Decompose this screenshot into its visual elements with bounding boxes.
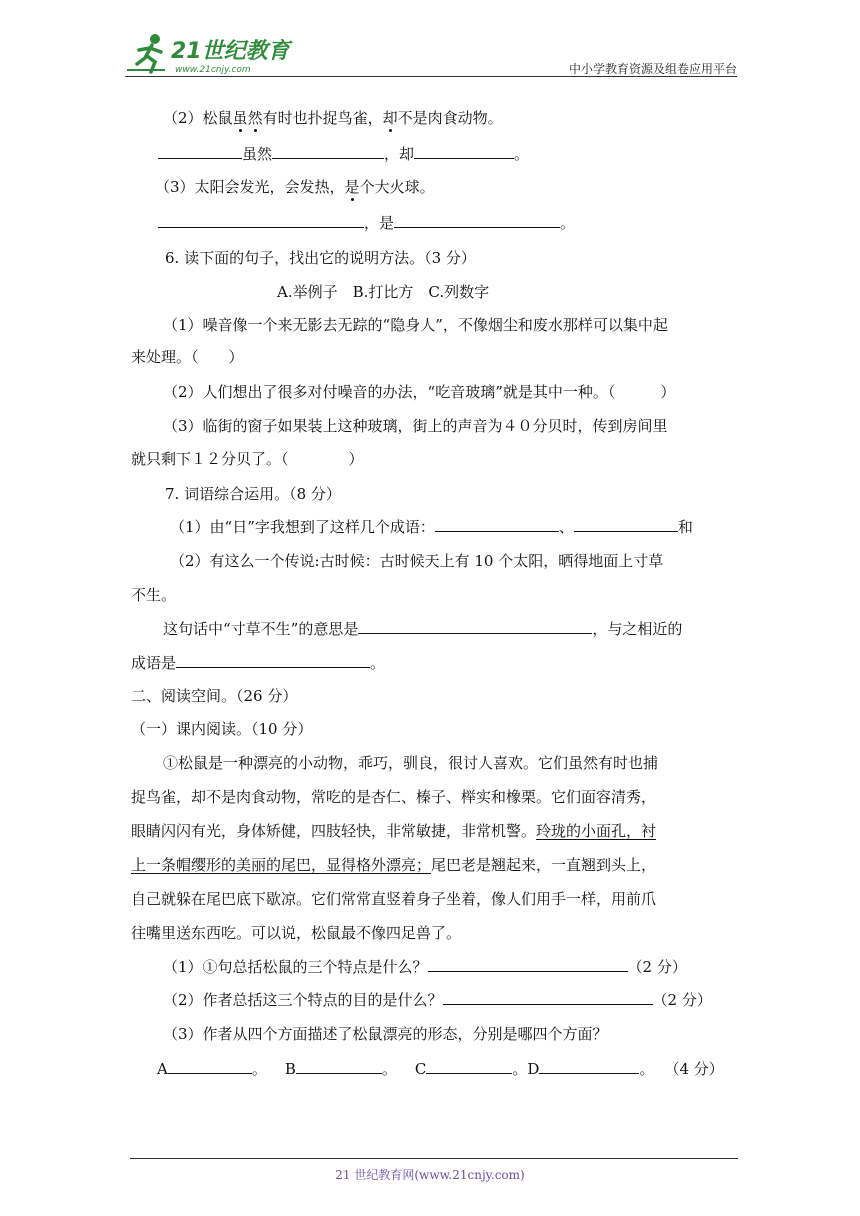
reading-question-3-fill: A 。 B 。 C 。D 。 （4 分） xyxy=(157,1060,724,1078)
answer-blank[interactable] xyxy=(168,1059,252,1074)
answer-blank[interactable] xyxy=(435,517,559,532)
q7-sentence2-a: （2）有这么一个传说:古时候：古时候天上有 10 个太阳，晒得地面上寸草 xyxy=(170,552,664,570)
answer-blank[interactable] xyxy=(574,517,678,532)
section2-sub1: （一）课内阅读。（10 分） xyxy=(131,720,313,738)
answer-blank[interactable] xyxy=(296,1059,382,1074)
q5-item2-fill: 虽然 ，却 。 xyxy=(158,144,529,164)
q5-item2: （2）松鼠虽然有时也扑捉鸟雀，却不是肉食动物。 xyxy=(163,109,503,127)
answer-blank[interactable] xyxy=(394,213,560,228)
footer-link[interactable]: 21 世纪教育网(www.21cnjy.com) xyxy=(335,1168,525,1182)
q7-sentence4: 成语是 。 xyxy=(131,654,386,672)
section2-title: 二、阅读空间。（26 分） xyxy=(131,687,298,705)
q7-sentence2-b: 不生。 xyxy=(131,586,177,604)
header-divider xyxy=(125,76,737,77)
q5-item3-fill: ，是 。 xyxy=(158,213,575,233)
reading-question-2: （2）作者总括这三个特点的目的是什么？ （2 分） xyxy=(163,991,712,1009)
q6-sentence1-b: 来处理。（ ） xyxy=(131,348,244,366)
reading-question-1: （1）①句总括松鼠的三个特点是什么？ （2 分） xyxy=(163,958,687,976)
platform-name: 中小学教育资源及组卷应用平台 xyxy=(568,62,737,76)
q6-sentence2: （2）人们想出了很多对付噪音的办法，“吃音玻璃”就是其中一种。（ ） xyxy=(163,383,676,401)
answer-blank[interactable] xyxy=(428,957,628,972)
answer-blank[interactable] xyxy=(272,144,384,159)
q6-sentence3-b: 就只剩下１２分贝了。（ ） xyxy=(131,450,364,468)
passage-line: 往嘴里送东西吃。可以说，松鼠最不像四足兽了。 xyxy=(131,924,462,942)
q7-sentence3: 这句话中“寸草不生”的意思是 ，与之相近的 xyxy=(163,620,683,638)
q7-title: 7. 词语综合运用。（8 分） xyxy=(165,485,341,503)
answer-blank[interactable] xyxy=(158,213,364,228)
underlined-sentence: 上一条帽缨形的美丽的尾巴，显得格外漂亮； xyxy=(131,856,432,874)
q5-item3: （3）太阳会发光，会发热，是个大火球。 xyxy=(155,178,435,196)
answer-blank[interactable] xyxy=(426,1059,512,1074)
q6-sentence3-a: （3）临街的窗子如果装上这种玻璃，街上的声音为４０分贝时，传到房间里 xyxy=(163,417,668,435)
answer-blank[interactable] xyxy=(414,144,514,159)
passage-line: ①松鼠是一种漂亮的小动物，乖巧，驯良，很讨人喜欢。它们虽然有时也捕 xyxy=(163,754,659,772)
answer-blank[interactable] xyxy=(158,144,242,159)
q6-title: 6. 读下面的句子，找出它的说明方法。（3 分） xyxy=(165,249,476,267)
passage-line: 捉鸟雀，却不是肉食动物，常吃的是杏仁、榛子、榉实和橡栗。它们面容清秀， xyxy=(131,788,657,806)
passage-line: 眼睛闪闪有光，身体矫健，四肢轻快，非常敏捷，非常机警。玲珑的小面孔，衬 xyxy=(131,822,657,840)
q6-options: A.举例子 B.打比方 C.列数字 xyxy=(277,283,490,301)
passage-line: 上一条帽缨形的美丽的尾巴，显得格外漂亮；尾巴老是翘起来，一直翘到头上， xyxy=(131,856,657,874)
site-logo xyxy=(125,30,295,76)
running-figure-icon xyxy=(127,34,165,72)
answer-blank[interactable] xyxy=(539,1059,639,1074)
q7-sentence1: （1）由“日”字我想到了这样几个成语： 、 和 xyxy=(170,518,693,536)
passage-line: 自己就躲在尾巴底下歇凉。它们常常直竖着身子坐着，像人们用手一样，用前爪 xyxy=(131,890,657,908)
page-header xyxy=(125,30,737,78)
reading-question-3: （3）作者从四个方面描述了松鼠漂亮的形态，分别是哪四个方面？ xyxy=(163,1025,608,1043)
svg-text:www.21cnjy.com: www.21cnjy.com xyxy=(175,65,251,75)
answer-blank[interactable] xyxy=(176,653,370,668)
svg-text:21世纪教育: 21世纪教育 xyxy=(171,39,290,64)
q6-sentence1-a: （1）噪音像一个来无影去无踪的“隐身人”，不像烟尘和废水那样可以集中起 xyxy=(163,316,668,334)
answer-blank[interactable] xyxy=(443,990,653,1005)
footer-divider xyxy=(130,1158,738,1159)
underlined-sentence: 玲珑的小面孔，衬 xyxy=(536,822,657,840)
answer-blank[interactable] xyxy=(358,619,592,634)
